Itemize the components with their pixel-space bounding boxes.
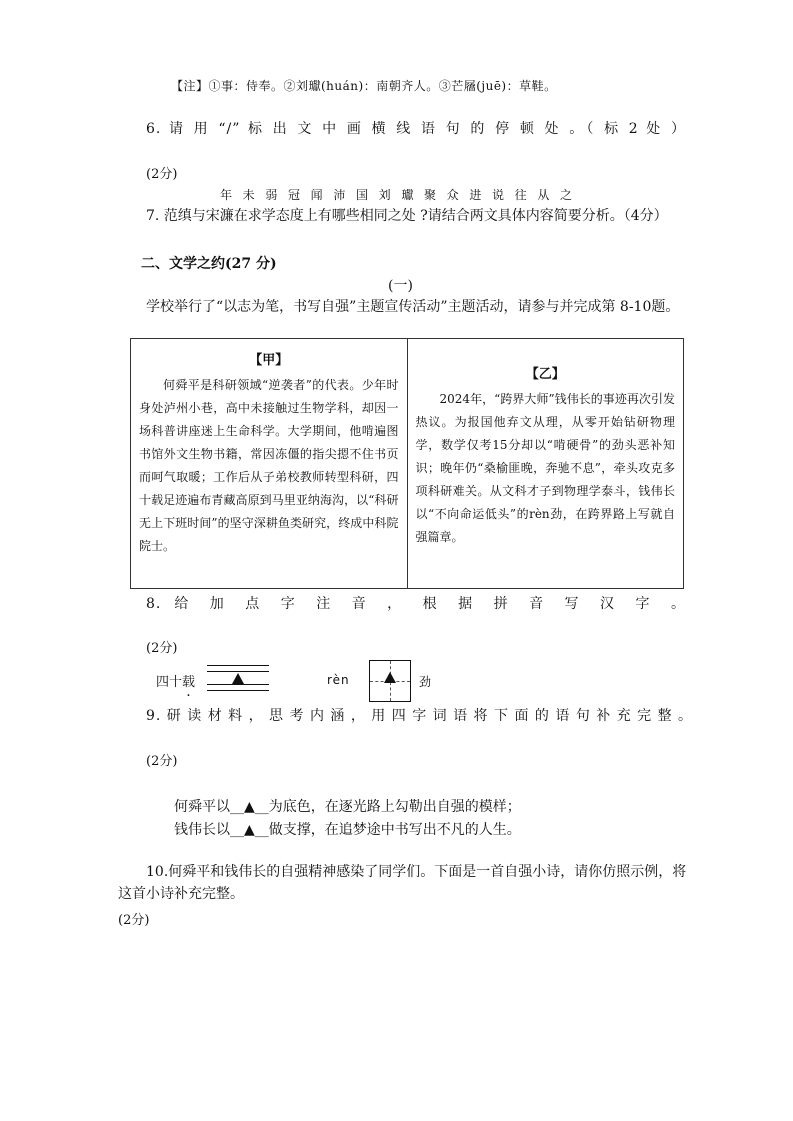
question-8-score: (2分) [146, 641, 178, 656]
material-jia-title: 【甲】 [249, 353, 289, 368]
blank-triangle-icon [384, 672, 396, 683]
material-yi [407, 339, 684, 589]
question-6-sentence: 年 未 弱 冠 闻 沛 国 刘 瓛 聚 众 进 说 往 从 之 [220, 188, 572, 202]
question-8-item-2-pinyin: rèn [327, 673, 350, 687]
item-1-prefix: 四十 [156, 675, 183, 690]
question-9-score: (2分) [146, 754, 178, 769]
question-10: 10.何舜平和钱伟长的自强精神感染了同学们。下面是一首自强小诗，请你仿照示例，将这首小诗补充完整。 [118, 864, 687, 902]
section-title: 二、文学之约(27 分) [141, 256, 277, 272]
question-9-line-1: 何舜平以__▲__为底色，在逐光路上勾勒出自强的模样； [174, 799, 521, 815]
activity-intro: 学校举行了“以志为笔，书写自强”主题宣传活动”主题活动，请参与并完成第 8-10题。 [146, 299, 680, 315]
material-jia [131, 339, 408, 589]
question-9: 9. 研 读 材 料 ， 思 考 内 涵 ， 用 四 字 词 语 将 下 面 的 语 句 补 充 完 整 。 [146, 708, 694, 724]
annotation-note: 【注】①事：侍奉。②刘瓛(huán)：南朝齐人。③芒屩(juē)：草鞋。 [171, 79, 557, 93]
pinyin-writing-lines [207, 665, 269, 691]
material-yi-text: 2024年，“跨界大师”钱伟长的事迹再次引发热议。为报国他弃文从理，从零开始钻研物理学，数学仅考15分却以“啃硬骨”的劲头恶补知识；晚年仍“桑榆匪晚，奔驰不息”，牵头攻克多项科研难关。从文科才子到物理学泰斗，钱伟长以“不向命运低头”的rèn劲，在跨界路上写就自强篇章。 [415, 392, 675, 544]
subsection-title: (一) [388, 278, 413, 294]
question-8-item-1 [156, 671, 195, 690]
question-8-item-2-suffix: 劲 [419, 675, 432, 689]
question-10-score: (2分) [118, 913, 150, 928]
question-7: 7. 范缜与宋濂在求学态度上有哪些相同之处 ?请结合两文具体内容简要分析。（4分） [146, 208, 668, 224]
blank-triangle-icon [232, 673, 244, 684]
question-9-line-2: 钱伟长以__▲__做支撑，在追梦途中书写出不凡的人生。 [174, 822, 521, 838]
question-8: 8. 给 加 点 字 注 音 ， 根 据 拼 音 写 汉 字 。 [146, 596, 686, 612]
dotted-character: 载 [182, 675, 196, 690]
character-writing-box [369, 660, 411, 702]
question-6-score: (2分) [146, 167, 178, 182]
material-jia-text: 何舜平是科研领域“逆袭者”的代表。少年时身处泸州小巷，高中未接触过生物学科，却因一场科普讲座迷上生命科学。大学期间，他啃遍图书馆外文生物书籍，常因冻僵的指尖摁不住书页而呵气取暖；工作后从子弟校教师转型科研，四十载足迹遍布青藏高原到马里亚纳海沟，以“科研无上下班时间”的坚守深耕鱼类研究，终成中科院院士。 [139, 378, 399, 553]
question-6: 6. 请 用 “/” 标 出 文 中 画 横 线 语 句 的 停 顿 处 。（ 标 2 处 ） [146, 121, 686, 137]
material-table [130, 338, 684, 589]
material-yi-title: 【乙】 [525, 367, 565, 382]
